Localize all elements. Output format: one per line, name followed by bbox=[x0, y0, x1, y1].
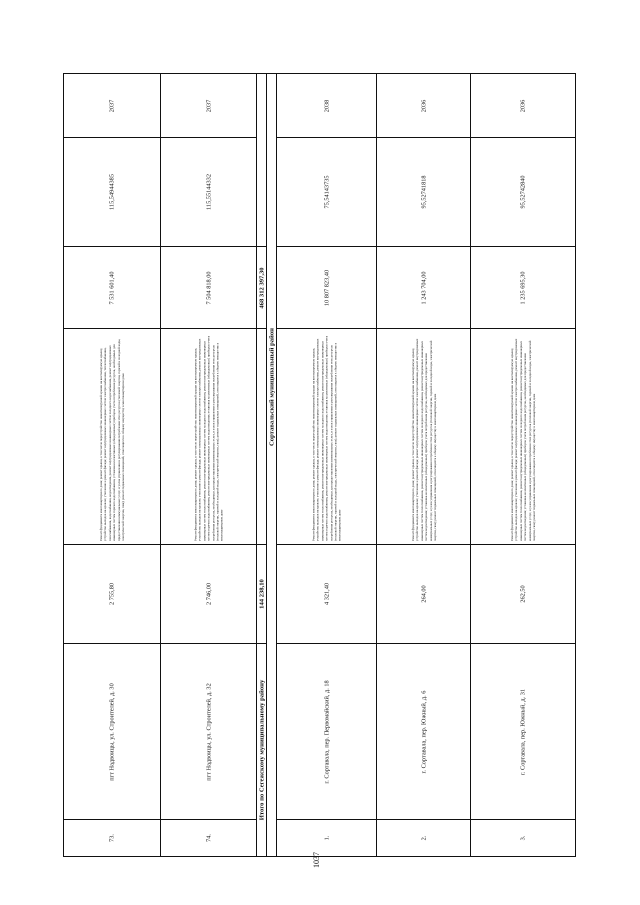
area-text: 4 321,40 bbox=[323, 582, 330, 606]
row-number-text: 74. bbox=[205, 834, 212, 842]
total-cost-text: 468 312 397,30 bbox=[258, 266, 265, 309]
cost-text: 10 807 823,40 bbox=[323, 269, 330, 306]
year-text: 2038 bbox=[323, 99, 330, 112]
table-row bbox=[160, 74, 256, 856]
cell-address bbox=[161, 643, 256, 819]
cell-address bbox=[277, 643, 376, 819]
cost-text: 1 235 695,30 bbox=[519, 270, 527, 305]
table-row bbox=[276, 74, 376, 856]
description-text: Ремонт фундамента многоквартирного дома; ремонт крыши, в том числе переустройство невентилируемой крыши на вентилируемую крышу, устройство выходов на кровлю; утепление и ремонт фасада; ремонт внутридомовых инженерных систем электроснабжения, ремонт внутридомовых инженерных систем теплоснабжения, ремонт внутридомовых инженерных систем холодного водоснабжения, ремонт внутридомовых инженерных систем водоотведения; установка коллективных (общедомовых) приборов учета потребления ресурсов, необходимых для предоставления коммунальных услуг, и узлов управления и регулирования потребления этих ресурсов (тепловой энергии, горячей и холодной воды, электрической энергии, газа); ремонт подвальных помещений, относящихся к общему имуществу в многоквартирном доме bbox=[509, 338, 536, 541]
cell-address bbox=[64, 643, 160, 819]
cell-cost-per-m2 bbox=[64, 137, 160, 246]
cell-address bbox=[377, 643, 470, 819]
cell-total-cost bbox=[257, 246, 266, 328]
cost-per-m2-text: 115,55144332 bbox=[205, 174, 212, 210]
description-text: Ремонт фундамента многоквартирного дома; ремонт крыши, в том числе переустройство невентилируемой крыши на вентилируемую крышу, устройство выходов на кровлю; утепление и ремонт фасада; ремонт внутридомовых инженерных систем электроснабжения, ремонт внутридомовых инженерных систем теплоснабжения, ремонт внутридомовых инженерных систем холодного водоснабжения, ремонт внутридомовых инженерных систем водоотведения; установка коллективных (общедомовых) приборов учета потребления ресурсов, необходимых для предоставления коммунальных услуг, и узлов управления и регулирования потребления этих ресурсов (тепловой энергии, горячей и холодной воды, электрической энергии, газа); ремонт подвальных помещений, относящихся к общему имуществу в многоквартирном доме bbox=[410, 338, 437, 541]
cell-cost bbox=[377, 246, 470, 328]
cell-cost-per-m2 bbox=[161, 137, 256, 246]
table-row bbox=[470, 74, 575, 856]
cell-area bbox=[277, 544, 376, 643]
address-text: г. Сортавала, пер. Южный, д. 31 bbox=[519, 688, 527, 775]
area-text: 2 746,00 bbox=[205, 582, 212, 606]
row-number-text: 3. bbox=[519, 835, 527, 841]
row-number-text: 2. bbox=[420, 835, 427, 841]
cost-text: 7 504 818,00 bbox=[205, 270, 212, 305]
cell-empty bbox=[257, 328, 266, 544]
cell-description bbox=[277, 328, 376, 544]
description-text: Ремонт фундамента многоквартирного дома; ремонт крыши, в том числе переустройство невентилируемой крыши на вентилируемую крышу, устройство выходов на кровлю; утепление и ремонт фасада; ремонт внутридомовых инженерных систем электроснабжения, ремонт внутридомовых инженерных систем теплоснабжения, ремонт внутридомовых инженерных систем холодного водоснабжения, ремонт внутридомовых инженерных систем горячего водоснабжения, ремонт внутридомовых инженерных систем водоотведения; установка коллективных (общедомовых) приборов учета потребления ресурсов, необходимых для предоставления коммунальных услуг, и узлов управления и регулирования потребления этих ресурсов (тепловой энергии, горячей и холодной воды, электрической энергии, газа); ремонт подвальных помещений, относящихся к общему имуществу в многоквартирном доме bbox=[311, 335, 342, 541]
cell-section-header bbox=[267, 74, 276, 856]
year-text: 2036 bbox=[519, 99, 527, 112]
cell-year bbox=[64, 74, 160, 137]
cell-total-area bbox=[257, 544, 266, 643]
total-row bbox=[256, 74, 266, 856]
description-text: Ремонт фундамента многоквартирного дома; ремонт крыши, в том числе переустройство невентилируемой крыши на вентилируемую крышу, устройство выходов на кровлю; утепление и ремонт фасада; ремонт внутридомовых инженерных систем электроснабжения, теплоснабжения, газоснабжения, водоснабжения, водоотведения, ремонт внутридомовых инженерных систем холодного водоснабжения, ремонт внутридомовых инженерных систем горячего водоснабжения, установка коллективных (общедомовых) приборов учета потребления ресурсов, необходимых для предоставления коммунальных услуг, и узлов управления и регулирования потребления этих ресурсов (тепловой энергии, горячей и холодной воды, электрической энергии, газа); ремонт подвальных помещений, относящихся к общему имуществу в многоквартирном доме bbox=[98, 338, 125, 541]
description-text: Ремонт фундамента многоквартирного дома; ремонт крыши, в том числе переустройство невентилируемой крыши на вентилируемую крышу, устройство выходов на кровлю; утепление и ремонт фасада; ремонт внутридомовых инженерных систем электроснабжения, ремонт внутридомовых инженерных систем теплоснабжения, ремонт внутридомовых инженерных систем холодного водоснабжения, ремонт внутридомовых инженерных систем горячего водоснабжения, ремонт внутридомовых инженерных систем водоотведения; установка коллективных (общедомовых) приборов учета потребления ресурсов, необходимых для предоставления коммунальных услуг, и узлов управления и регулирования потребления этих ресурсов (тепловой энергии, горячей и холодной воды, электрической энергии, газа); ремонт подвальных помещений, относящихся к общему имуществу в многоквартирном доме bbox=[193, 335, 224, 541]
cell-num bbox=[64, 819, 160, 856]
cell-cost bbox=[277, 246, 376, 328]
row-number-text: 1. bbox=[323, 835, 330, 841]
cell-description bbox=[471, 328, 575, 544]
repair-schedule-table bbox=[63, 73, 576, 857]
total-label-text: Итого по Сегежскому муниципальному району bbox=[258, 679, 265, 821]
cell-year bbox=[277, 74, 376, 137]
cell-description bbox=[64, 328, 160, 544]
year-text: 2037 bbox=[205, 99, 212, 112]
cost-text: 7 531 601,40 bbox=[108, 270, 116, 305]
cell-total-label bbox=[257, 643, 266, 856]
cost-text: 1 243 704,00 bbox=[420, 270, 427, 305]
cell-num bbox=[277, 819, 376, 856]
cell-year bbox=[377, 74, 470, 137]
cell-empty bbox=[257, 74, 266, 246]
address-text: г. Сортавала, пер. Первомайский, д. 18 bbox=[323, 679, 330, 784]
table-row bbox=[64, 74, 160, 856]
year-text: 2036 bbox=[420, 99, 427, 112]
cell-cost bbox=[64, 246, 160, 328]
cost-per-m2-text: 75,54143735 bbox=[323, 175, 330, 209]
cell-num bbox=[161, 819, 256, 856]
area-text: 2 755,80 bbox=[108, 582, 116, 606]
year-text: 2037 bbox=[108, 99, 116, 112]
cell-description bbox=[161, 328, 256, 544]
cell-area bbox=[64, 544, 160, 643]
table-row bbox=[376, 74, 470, 856]
area-text: 264,00 bbox=[420, 585, 427, 603]
cell-area bbox=[471, 544, 575, 643]
cell-year bbox=[161, 74, 256, 137]
cell-cost-per-m2 bbox=[377, 137, 470, 246]
cost-per-m2-text: 95,52741818 bbox=[420, 175, 427, 209]
cell-address bbox=[471, 643, 575, 819]
address-text: пгт Надвоицы, ул. Строителей, д. 32 bbox=[205, 682, 212, 781]
total-area-text: 144 238,10 bbox=[258, 579, 265, 609]
cell-cost bbox=[471, 246, 575, 328]
cell-area bbox=[161, 544, 256, 643]
section-header-text: Сортавальский муниципальный район bbox=[268, 327, 276, 446]
cell-year bbox=[471, 74, 575, 137]
cell-num bbox=[471, 819, 575, 856]
row-number-text: 73. bbox=[108, 834, 116, 842]
cell-cost bbox=[161, 246, 256, 328]
cell-description bbox=[377, 328, 470, 544]
cost-per-m2-text: 115,54944385 bbox=[108, 174, 116, 210]
address-text: г. Сортавала, пер. Южный, д. 6 bbox=[420, 690, 427, 773]
cell-cost-per-m2 bbox=[277, 137, 376, 246]
cell-num bbox=[377, 819, 470, 856]
section-header-row bbox=[266, 74, 276, 856]
cell-cost-per-m2 bbox=[471, 137, 575, 246]
cell-area bbox=[377, 544, 470, 643]
address-text: пгт Надвоицы, ул. Строителей, д. 30 bbox=[108, 682, 116, 781]
page-number: 1037 bbox=[312, 852, 321, 868]
area-text: 262,50 bbox=[519, 585, 527, 603]
cost-per-m2-text: 95,52742840 bbox=[519, 175, 527, 209]
